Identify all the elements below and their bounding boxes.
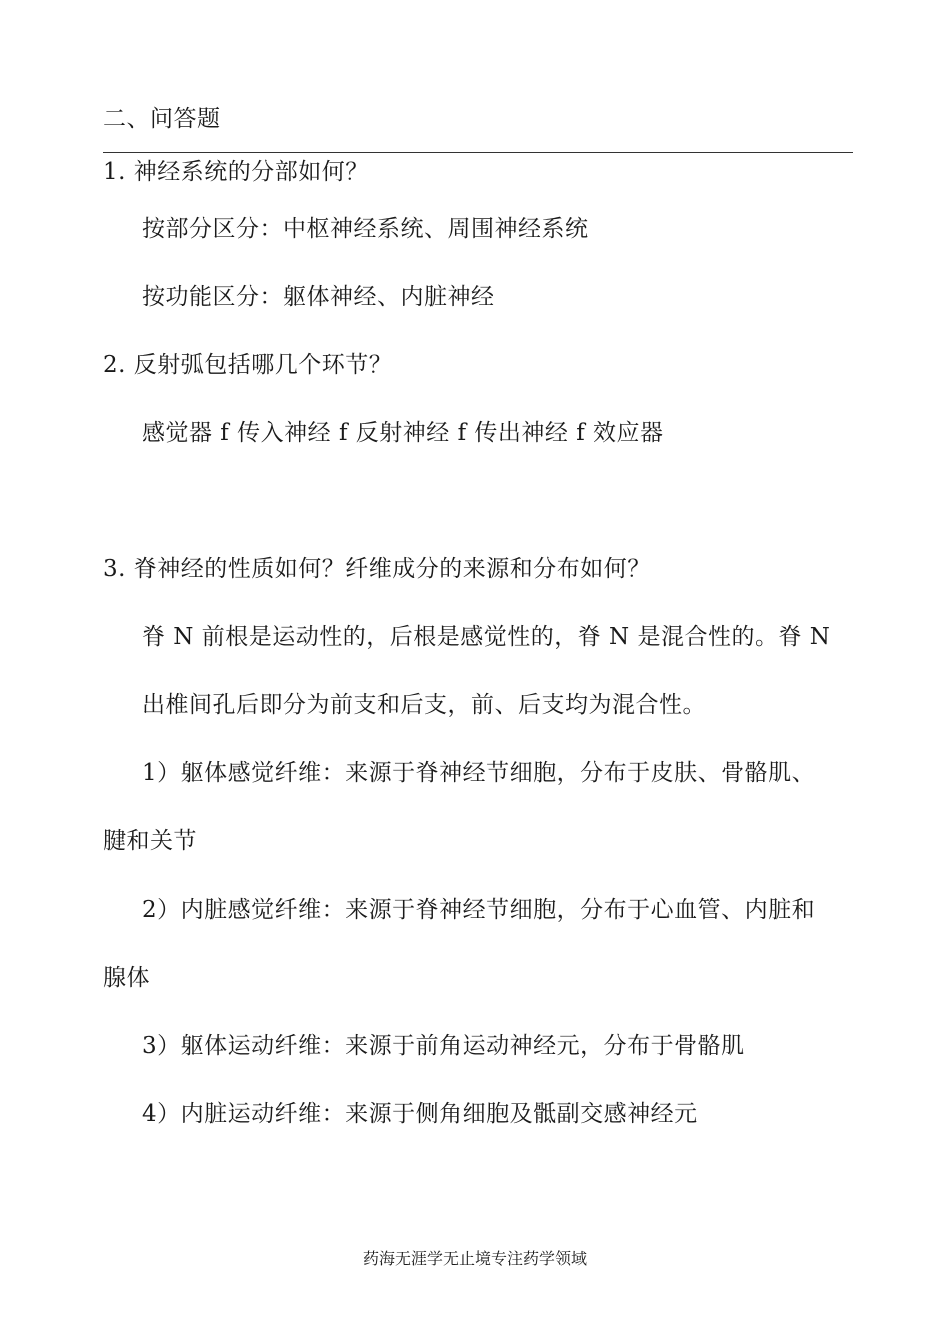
section-divider xyxy=(103,152,853,153)
question-1: 1. 神经系统的分部如何？ xyxy=(103,159,369,185)
answer-3-item-1-line-1: 1）躯体感觉纤维：来源于脊神经节细胞，分布于皮肤、骨骼肌、 xyxy=(142,760,816,786)
answer-3-paragraph-line-1: 脊 N 前根是运动性的，后根是感觉性的，脊 N 是混合性的。脊 N xyxy=(142,624,831,650)
answer-2-line-1: 感觉器 f 传入神经 f 反射神经 f 传出神经 f 效应器 xyxy=(142,420,664,446)
question-3: 3. 脊神经的性质如何？纤维成分的来源和分布如何？ xyxy=(103,556,651,582)
answer-3-item-3: 3）躯体运动纤维：来源于前角运动神经元，分布于骨骼肌 xyxy=(142,1033,745,1059)
section-title: 二、问答题 xyxy=(103,106,221,132)
answer-3-item-1-line-2: 腱和关节 xyxy=(103,828,197,854)
answer-3-item-4: 4）内脏运动纤维：来源于侧角细胞及骶副交感神经元 xyxy=(142,1101,698,1127)
answer-1-line-1: 按部分区分：中枢神经系统、周围神经系统 xyxy=(142,216,589,242)
answer-3-item-2-line-1: 2）内脏感觉纤维：来源于脊神经节细胞，分布于心血管、内脏和 xyxy=(142,897,816,923)
answer-1-line-2: 按功能区分：躯体神经、内脏神经 xyxy=(142,284,495,310)
question-2: 2. 反射弧包括哪几个环节？ xyxy=(103,352,393,378)
answer-3-item-2-line-2: 腺体 xyxy=(103,965,150,991)
answer-3-paragraph-line-2: 出椎间孔后即分为前支和后支，前、后支均为混合性。 xyxy=(142,692,706,718)
page-footer: 药海无涯学无止境专注药学领域 xyxy=(362,1249,587,1268)
